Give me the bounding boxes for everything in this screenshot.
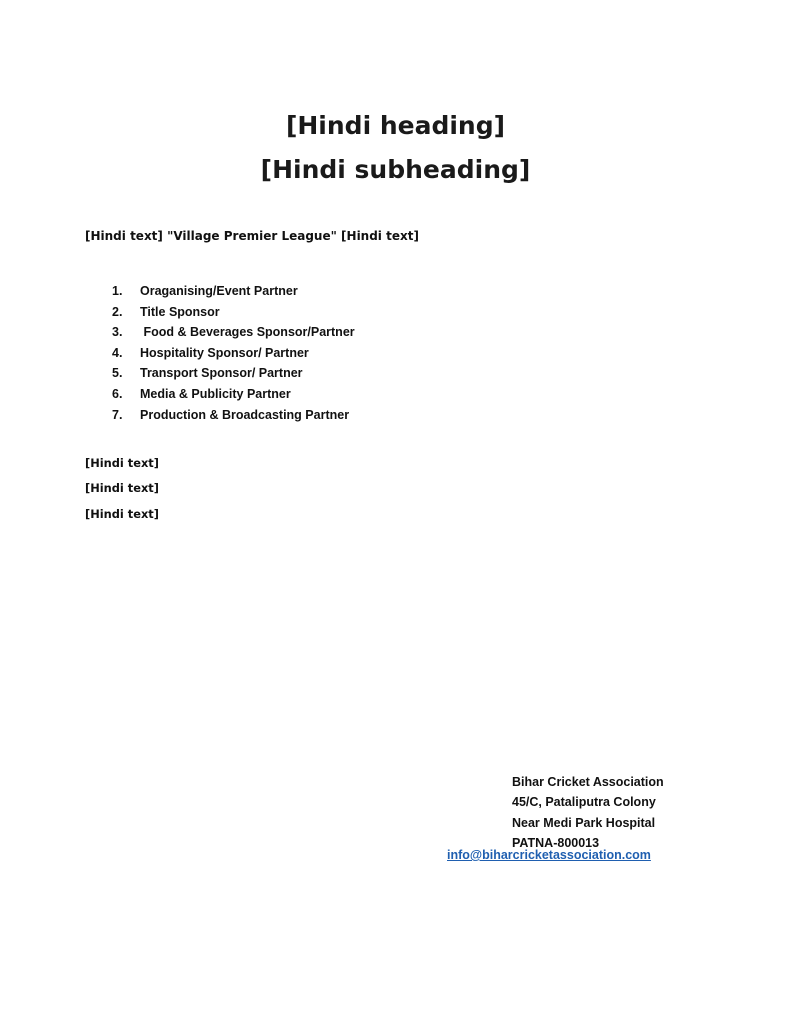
list-item-number: 5.	[112, 366, 123, 381]
list-item-label: Transport Sponsor/ Partner	[140, 366, 303, 381]
intro-paragraph: [Hindi text] "Village Premier League" [Hindi text]	[85, 229, 419, 243]
email-link[interactable]: info@biharcricketassociation.com	[447, 848, 651, 862]
list-item	[112, 302, 355, 323]
list-item-number: 7.	[112, 407, 123, 422]
list-item-label: Production & Broadcasting Partner	[140, 407, 350, 422]
body-text	[85, 451, 708, 527]
list-item-label: Oraganising/Event Partner	[140, 284, 298, 298]
address-line-2: 45/C, Pataliputra Colony	[512, 795, 656, 810]
list-item	[112, 363, 355, 384]
title-line-2: [Hindi subheading]	[260, 155, 531, 184]
list-item-number: 1.	[112, 284, 123, 298]
list-item	[112, 384, 355, 405]
address-block	[512, 772, 664, 854]
list-item	[112, 343, 355, 364]
list-item	[112, 405, 355, 426]
list-item-number: 4.	[112, 345, 123, 360]
address-line-3: Near Medi Park Hospital	[512, 815, 656, 830]
body-paragraph-2: [Hindi text]	[85, 481, 159, 496]
list-item-label: Media & Publicity Partner	[140, 386, 291, 401]
list-item-number: 6.	[112, 386, 123, 401]
list-item-label: Hospitality Sponsor/ Partner	[140, 345, 309, 360]
address-line-4: PATNA-800013	[512, 836, 600, 851]
list-item-label: Title Sponsor	[140, 304, 220, 319]
title-line-1: [Hindi heading]	[285, 111, 506, 140]
document-title	[60, 104, 731, 192]
list-item-number: 3.	[112, 325, 123, 340]
address-line-1: Bihar Cricket Association	[512, 775, 664, 789]
list-item	[112, 281, 355, 302]
body-paragraph-3: [Hindi text]	[85, 506, 159, 521]
list-item-label: Food & Beverages Sponsor/Partner	[140, 325, 355, 340]
partner-list	[112, 281, 355, 425]
list-item	[112, 322, 355, 343]
list-item-number: 2.	[112, 304, 123, 319]
body-paragraph-1: [Hindi text]	[85, 456, 159, 470]
